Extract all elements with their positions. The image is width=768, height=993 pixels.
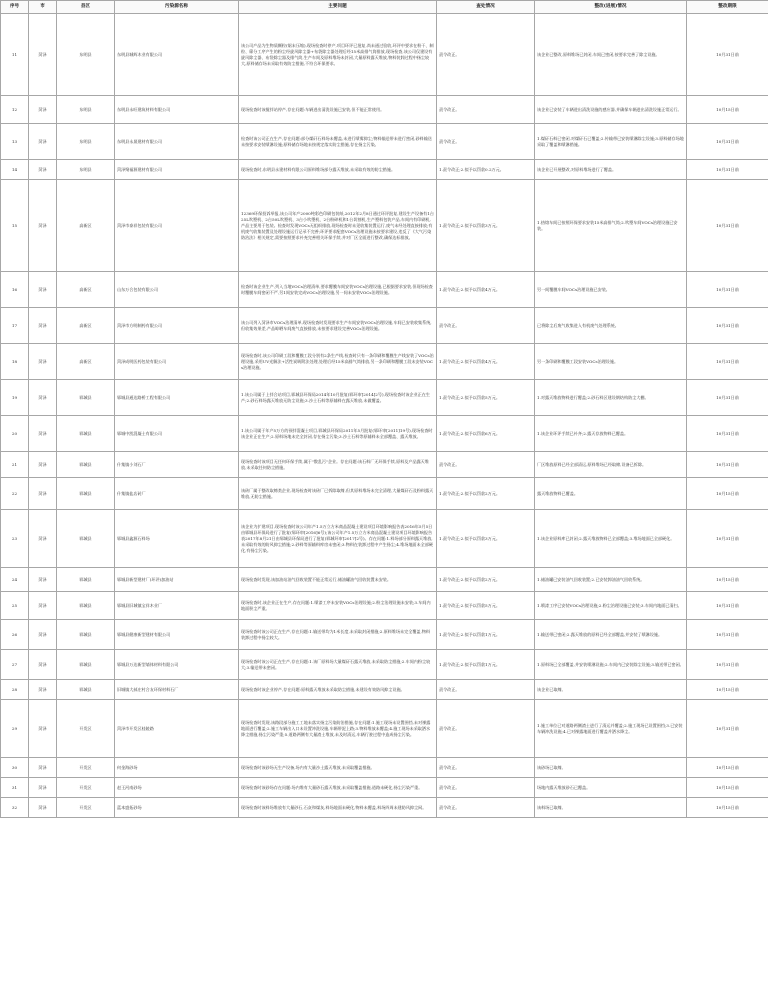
row-penalty: 责令改正。 xyxy=(437,14,535,96)
row-number: 17 xyxy=(1,308,29,344)
row-city: 菏泽 xyxy=(29,344,57,380)
row-number: 29 xyxy=(1,700,29,758)
header-county: 县区 xyxy=(57,1,115,14)
row-penalty: 责令改正。 xyxy=(437,758,535,778)
row-source-name: 什集镇小刘石厂 xyxy=(115,452,239,478)
row-penalty: 1.责令改正;2.拟予以罚款3万元。 xyxy=(437,180,535,272)
table-row xyxy=(1,344,768,380)
row-penalty: 责令改正。 xyxy=(437,700,535,758)
row-deadline: 10月31日前 xyxy=(687,308,768,344)
row-main-problem: 现场检查时发现,该路段部分施工工地未落实扬尘污染防治措施,存在问题:1.施工现场未设置围挡,未对裸露地面进行覆盖;2.施工车辆出入口未设置冲洗设施,车辆带泥上路;3.物料堆放未覆盖;4.施工现场未采取洒水降尘措施,扬尘污染严重;5.道路两侧有大量渣土堆放,未及时清运,车辆行驶过程中造成扬尘污染。 xyxy=(239,700,437,758)
row-county: 高新区 xyxy=(57,272,115,308)
header-progress: 整改(进展)情况 xyxy=(535,1,687,14)
row-county: 郓城县 xyxy=(57,592,115,620)
row-county: 高新区 xyxy=(57,344,115,380)
row-county: 高新区 xyxy=(57,308,115,344)
row-main-problem: 现场检查时该搅拌站停产,存在问题:车辆进出清洗设施已安装,但不能正常使用。 xyxy=(239,96,437,124)
row-city: 菏泽 xyxy=(29,452,57,478)
row-deadline: 10月15日前 xyxy=(687,680,768,700)
row-progress: 该企业已开展整改,对原料堆场进行了覆盖。 xyxy=(535,160,687,180)
table-row xyxy=(1,798,768,818)
row-progress: 该企业已安装了车辆进出清洗设施的感应器,并确保车辆进出清洗设施正常运行。 xyxy=(535,96,687,124)
row-source-name: 郓城县万达新型墙体材料有限公司 xyxy=(115,650,239,680)
table-row xyxy=(1,478,768,510)
row-source-name: 郓城县通达路桥工程有限公司 xyxy=(115,380,239,416)
table-row xyxy=(1,620,768,650)
row-city: 菏泽 xyxy=(29,778,57,798)
row-deadline: 10月31日前 xyxy=(687,14,768,96)
row-number: 20 xyxy=(1,416,29,452)
row-county: 开发区 xyxy=(57,778,115,798)
row-county: 开发区 xyxy=(57,758,115,778)
row-penalty: 1.责令改正;2.拟予以罚款4万元。 xyxy=(437,344,535,380)
row-city: 菏泽 xyxy=(29,380,57,416)
header-deadline: 整改期限 xyxy=(687,1,768,14)
row-number: 13 xyxy=(1,124,29,160)
row-deadline: 10月15日前 xyxy=(687,778,768,798)
row-source-name: 什集镇盐店砖厂 xyxy=(115,478,239,510)
row-progress: 该料场已取缔。 xyxy=(535,798,687,818)
row-source-name: 菏泽成明医药包装有限公司 xyxy=(115,344,239,380)
row-source-name: 郓城县旧城镇宝祥木业厂 xyxy=(115,592,239,620)
row-main-problem: 检查时该公司正在生产,存在问题:部分煤矸石料场未覆盖,未进行喷雾抑尘;物料输送带未进行密闭,砂料输送未按要求安装喷淋设施;原料储存场地未按规定落实防尘措施,存在扬尘污染。 xyxy=(239,124,437,160)
row-number: 19 xyxy=(1,380,29,416)
row-penalty: 1.责令改正;2.拟予以罚款6万元。 xyxy=(437,416,535,452)
row-progress: 1.储油罐已安装油气回收装置;2.已安装卸油油气回收系统。 xyxy=(535,568,687,592)
row-number: 31 xyxy=(1,778,29,798)
row-number: 21 xyxy=(1,452,29,478)
row-county: 东明县 xyxy=(57,96,115,124)
table-row xyxy=(1,758,768,778)
row-main-problem: 现场检查时该公司正在生产,存在问题:1.该厂原料场大量煤矸石露天堆放,未采取防尘措施;2.车间内粉尘较大;3.输送带未密闭。 xyxy=(239,650,437,680)
row-number: 24 xyxy=(1,568,29,592)
row-county: 郓城县 xyxy=(57,380,115,416)
row-main-problem: 1.该公司属于年产5万方的预拌混凝土项目,郓城县环保局2011年5月批复(郓环审[2011]19号),现场检查时该企业正在生产;2.原料场地未完全封闭,存在扬尘污染;3.沙土石料等原辅料未全部覆盖、露天堆放。 xyxy=(239,416,437,452)
row-main-problem: 该企业为扩建项目,现场检查时该公司年产1.5万立方米商品混凝土建设项目环境影响报告表2016年5月5日由郓城县环保局进行了批复(郓环审[2016]6号);该公司年产1.5万立方米商品混凝土建设项目环境影响报告表2017年8月21日由郓城县环保局进行了批复(郓城环审[2017]2号)。存在问题:1.料场部分原料露天堆放,未采取有效的防风抑尘措施;2.砂料等原辅料库房未密闭;3.物料在装卸过程中产生扬尘;4.堆场地面未全部硬化,有扬尘污染。 xyxy=(239,510,437,568)
row-source-name: 菏泽聚福源建材有限公司 xyxy=(115,160,239,180)
row-source-name: 菏泽市方明制药有限公司 xyxy=(115,308,239,344)
row-source-name: 菏泽市泰祥包装有限公司 xyxy=(115,180,239,272)
row-deadline: 10月31日前 xyxy=(687,620,768,650)
row-county: 郓城县 xyxy=(57,452,115,478)
header-penalty: 查处情况 xyxy=(437,1,535,14)
row-source-name: 郓城中凯混凝土有限公司 xyxy=(115,416,239,452)
row-deadline: 10月31日前 xyxy=(687,380,768,416)
row-county: 郓城县 xyxy=(57,568,115,592)
row-county: 郓城县 xyxy=(57,510,115,568)
row-main-problem: 检查时该企业生产,列入当地VOCs治理清单,要求覆膜车间安装VOCs治理设施,已根据要求安装,但现场检查时覆膜车间密闭不严,另1间安装完成VOCs治理设施,另一间未安装VOCs治理设施。 xyxy=(239,272,437,308)
row-penalty: 责令改正。 xyxy=(437,308,535,344)
row-progress: 1.煤矸石料已密闭,对煤矸石已覆盖;2.传输带已安装喷淋除尘设施;3.原料储存场地采取了覆盖和喷淋措施。 xyxy=(535,124,687,160)
table-body xyxy=(1,14,768,818)
row-penalty: 1.责令改正;2.拟予以罚款4万元。 xyxy=(437,272,535,308)
row-source-name: 旧城镇大郝庄村合友环保材料石厂 xyxy=(115,680,239,700)
row-county: 郓城县 xyxy=(57,416,115,452)
table-row xyxy=(1,124,768,160)
table-row xyxy=(1,272,768,308)
header-pollution-source: 污染源名称 xyxy=(115,1,239,14)
row-county: 东明县 xyxy=(57,124,115,160)
row-penalty: 1.责令改正;2.拟予以罚款1万元。 xyxy=(437,650,535,680)
row-penalty: 责令改正。 xyxy=(437,680,535,700)
header-city: 市 xyxy=(29,1,57,14)
row-city: 菏泽 xyxy=(29,700,57,758)
row-main-problem: 现场检查时,东明县永建材料有限公司原料堆场部分露天堆放,未采取有效的防尘措施。 xyxy=(239,160,437,180)
row-progress: 另一间覆膜车间VOCs治理设施已安装。 xyxy=(535,272,687,308)
row-source-name: 菏泽市开发区桂陵路 xyxy=(115,700,239,758)
table-row xyxy=(1,568,768,592)
row-city: 菏泽 xyxy=(29,96,57,124)
row-city: 菏泽 xyxy=(29,798,57,818)
row-penalty: 1.责令改正;2.拟予以罚款0.2万元。 xyxy=(437,160,535,180)
row-county: 东明县 xyxy=(57,14,115,96)
header-main-problem: 主要问题 xyxy=(239,1,437,14)
row-main-problem: 现场检查时,该公司印刷工段和覆膜工段分别有2条生产线,检查时只有一条印刷和覆膜生产线安装了VOCs治理设施,采用UV光解法+活性炭吸附法处理,处理后经15米高排气筒排放,另一条印刷和覆膜工段未安装VOCs治理设施。 xyxy=(239,344,437,380)
row-county: 郓城县 xyxy=(57,650,115,680)
row-city: 菏泽 xyxy=(29,160,57,180)
row-deadline: 10月15日前 xyxy=(687,798,768,818)
row-progress: 露天堆放物料已覆盖。 xyxy=(535,478,687,510)
row-deadline: 10月31日前 xyxy=(687,272,768,308)
row-source-name: 东明县永晟建材有限公司 xyxy=(115,124,239,160)
row-county: 开发区 xyxy=(57,798,115,818)
row-deadline: 10月31日前 xyxy=(687,160,768,180)
row-number: 26 xyxy=(1,620,29,650)
table-row xyxy=(1,380,768,416)
row-main-problem: 该公司产品为生物质颗粒(锯末压缩),现场检查时停产,项目环评已批复,尚未通过验收,环评中要求在粉干、制粒、筛分工序产生的粉尘经旋风除尘器+布袋除尘器处理后经15米高排气筒排放,现场检查,该公司仅建设有旋风除尘器、布袋除尘器及排气筒,生产车间及原料堆场未封闭,大量原料露天堆放,物料装卸过程中扬尘较大,原料储存场未采取有效防尘措施,不符合环保要求。 xyxy=(239,14,437,96)
row-number: 12 xyxy=(1,96,29,124)
row-progress: 已将除尘后废气收集进入有机废气处理系统。 xyxy=(535,308,687,344)
row-number: 14 xyxy=(1,160,29,180)
row-county: 郓城县 xyxy=(57,620,115,650)
row-city: 菏泽 xyxy=(29,272,57,308)
table-row xyxy=(1,778,768,798)
row-city: 菏泽 xyxy=(29,478,57,510)
row-deadline: 10月31日前 xyxy=(687,592,768,620)
row-main-problem: 1.该公司属于上拌合站项目,郓城县环保局2014年10月批复(郓环审[2014]2号),现场检查时该企业正在生产;2.砂石料场露天堆放无防尘设施;3.沙土石料等原辅料在露天堆放,未做覆盖。 xyxy=(239,380,437,416)
row-number: 28 xyxy=(1,680,29,700)
row-deadline: 10月31日前 xyxy=(687,510,768,568)
row-city: 菏泽 xyxy=(29,650,57,680)
row-main-problem: 现场检查时,该企业正在生产,存在问题:1.喷漆工序未安装VOCs治理设施;2.粉尘治理设施未安装;3.车间内地面积尘严重。 xyxy=(239,592,437,620)
row-city: 菏泽 xyxy=(29,510,57,568)
row-deadline: 10月15日前 xyxy=(687,568,768,592)
table-row xyxy=(1,592,768,620)
table-row xyxy=(1,96,768,124)
row-city: 菏泽 xyxy=(29,592,57,620)
table-row xyxy=(1,14,768,96)
row-source-name: 蓝本盛拓砂场 xyxy=(115,798,239,818)
row-penalty: 1.责令改正;2.拟予以罚款3万元。 xyxy=(437,510,535,568)
row-county: 郓城县 xyxy=(57,478,115,510)
row-main-problem: 现场检查时该公司正在生产,存在问题:1.输送带均为1米长度,未采取封闭措施;2.原料堆场未完全覆盖,物料装卸过程中扬尘较大。 xyxy=(239,620,437,650)
row-city: 菏泽 xyxy=(29,124,57,160)
row-city: 菏泽 xyxy=(29,416,57,452)
row-main-problem: 现场检查时该砂场无生产设备,场内有大量沙土露天堆放,未采取覆盖措施。 xyxy=(239,758,437,778)
row-county: 开发区 xyxy=(57,700,115,758)
row-city: 菏泽 xyxy=(29,180,57,272)
row-main-problem: 现场检查时该项目无任何环保手续,属于"散乱污"企业。存在问题:该石料厂无环保手续,原料及产品露天堆放,未采取任何防尘措施。 xyxy=(239,452,437,478)
row-city: 菏泽 xyxy=(29,758,57,778)
row-deadline: 10月15日前 xyxy=(687,478,768,510)
row-main-problem: 现场检查时该料场堆放有大量砂石,石灰和煤灰,料场地面未硬化,物料未覆盖,料场四周未建防风抑尘网。 xyxy=(239,798,437,818)
table-row xyxy=(1,680,768,700)
row-penalty: 责令改正。 xyxy=(437,452,535,478)
row-progress: 1.喷漆工序已安装VOCs治理设施;2.粉尘治理设施已安装;3.车间内地面已清扫。 xyxy=(535,592,687,620)
row-progress: 1.该企业环评手续已补齐;2.露天存放物料已覆盖。 xyxy=(535,416,687,452)
row-penalty: 1.责令改正;2.拟予以罚款5万元。 xyxy=(437,592,535,620)
table-header-row xyxy=(1,1,768,14)
header-no: 序号 xyxy=(1,1,29,14)
row-deadline: 10月31日前 xyxy=(687,180,768,272)
table-row xyxy=(1,416,768,452)
row-progress: 该砂场已取缔。 xyxy=(535,758,687,778)
row-penalty: 责令改正。 xyxy=(437,798,535,818)
table-row xyxy=(1,180,768,272)
table-row xyxy=(1,510,768,568)
row-deadline: 10月31日前 xyxy=(687,650,768,680)
row-progress: 1.热熔车间已按照环保要求安装15米高排气筒;2.吹塑车间VOCs治理设施已安装。 xyxy=(535,180,687,272)
row-number: 11 xyxy=(1,14,29,96)
table-row xyxy=(1,700,768,758)
row-progress: 1.输送带已密闭;2.露天堆放的原料已经全部覆盖,并安装了喷淋设施。 xyxy=(535,620,687,650)
row-county: 郓城县 xyxy=(57,680,115,700)
row-progress: 厂区堆放原料已经全部清运,原料堆场已经取缔,设备已拆除。 xyxy=(535,452,687,478)
row-number: 16 xyxy=(1,272,29,308)
row-main-problem: 现场检查时该砂场存在问题:场内堆有大量砂石露天堆放,未采取覆盖措施,道路未硬化,扬尘污染严重。 xyxy=(239,778,437,798)
row-penalty: 1.责令改正;2.拟予以罚款1万元。 xyxy=(437,620,535,650)
table-row xyxy=(1,308,768,344)
row-main-problem: 现场检查时发现,该加油站油气回收装置不能正常运行,储油罐油气回收装置未安装。 xyxy=(239,568,437,592)
row-deadline: 10月31日前 xyxy=(687,124,768,160)
row-progress: 1.该企业原料库已封闭;2.露天堆放物料已全部覆盖;3.堆场地面已全部硬化。 xyxy=(535,510,687,568)
row-number: 18 xyxy=(1,344,29,380)
table-row xyxy=(1,650,768,680)
row-city: 菏泽 xyxy=(29,568,57,592)
row-city: 菏泽 xyxy=(29,680,57,700)
row-deadline: 10月15日前 xyxy=(687,758,768,778)
row-deadline: 10月15日前 xyxy=(687,96,768,124)
row-deadline: 10月31日前 xyxy=(687,416,768,452)
row-city: 菏泽 xyxy=(29,308,57,344)
row-progress: 该企业已整改,原料堆场已封闭,车间已密闭,按要求完善了除尘设施。 xyxy=(535,14,687,96)
row-deadline: 10月31日前 xyxy=(687,700,768,758)
table-row xyxy=(1,160,768,180)
row-deadline: 10月31日前 xyxy=(687,344,768,380)
row-source-name: 郓城县鑫源石料场 xyxy=(115,510,239,568)
row-progress: 1.原料场已全部覆盖,并安装喷淋设施;2.车间内已安装除尘设施;3.输送带已密闭。 xyxy=(535,650,687,680)
row-number: 15 xyxy=(1,180,29,272)
row-progress: 1.施工单位已对道路两侧渣土进行了清运并覆盖;2.施工现场已设置围挡;3.已安装车辆冲洗设施;4.已对裸露地面进行覆盖并洒水降尘。 xyxy=(535,700,687,758)
row-number: 22 xyxy=(1,478,29,510)
row-source-name: 郓城县新型建材厂(环评)加油站 xyxy=(115,568,239,592)
row-penalty: 1.责令改正;2.拟予以罚款2万元。 xyxy=(437,568,535,592)
row-penalty: 责令改正。 xyxy=(437,96,535,124)
row-county: 东明县 xyxy=(57,160,115,180)
row-penalty: 1.责令改正;2.拟予以罚款5万元。 xyxy=(437,380,535,416)
row-penalty: 责令改正。 xyxy=(437,778,535,798)
row-source-name: 山东万合包装有限公司 xyxy=(115,272,239,308)
row-progress: 场地内露天堆放砂石已覆盖。 xyxy=(535,778,687,798)
row-city: 菏泽 xyxy=(29,14,57,96)
row-number: 32 xyxy=(1,798,29,818)
row-main-problem: 现场检查时该企业停产,存在问题:原料露天堆放未采取防尘措施,未建设有效防风抑尘设施。 xyxy=(239,680,437,700)
row-source-name: 赵王河南砂场 xyxy=(115,778,239,798)
table-row xyxy=(1,452,768,478)
row-source-name: 郓城县健康新型建材有限公司 xyxy=(115,620,239,650)
row-progress: 另一条印刷和覆膜工段安装VOCs治理设施。 xyxy=(535,344,687,380)
row-main-problem: 该砖厂属于整改取缔类企业,现场检查时该砖厂已拆除取缔,但其原料堆场未完全清理,大量煤矸石及粉料露天堆放,无防尘措施。 xyxy=(239,478,437,510)
row-county: 高新区 xyxy=(57,180,115,272)
row-penalty: 1.责令改正;2.拟予以罚款2万元。 xyxy=(437,478,535,510)
row-deadline: 10月31日前 xyxy=(687,452,768,478)
row-source-name: 东明县城辉木业有限公司 xyxy=(115,14,239,96)
row-penalty: 责令改正。 xyxy=(437,124,535,160)
row-number: 30 xyxy=(1,758,29,778)
row-progress: 1.对露天堆放物料进行覆盖;2.砂石料区建设钢结构防尘大棚。 xyxy=(535,380,687,416)
row-number: 27 xyxy=(1,650,29,680)
row-main-problem: 该公司列入菏泽市VOCs治理清单,现场检查时发现要求生产车间安装VOCs治理设施,车间已安装收集系统,但收集效果差,产品晾晒车间废气直接排放,未按要求建设完善VOCs治理设施。 xyxy=(239,308,437,344)
row-number: 25 xyxy=(1,592,29,620)
row-city: 菏泽 xyxy=(29,620,57,650)
row-source-name: 东明县永旺建筑材料有限公司 xyxy=(115,96,239,124)
row-number: 23 xyxy=(1,510,29,568)
row-source-name: 何金海砂场 xyxy=(115,758,239,778)
row-main-problem: 12369环保投诉举报,该公司年产2000吨彩色印刷包装纸,2012年2月8日通过环评批复,建设生产设备有1台25L吹塑机、2台50L吹塑机、3台小吹塑机、2台粉碎机和1台切割机,生产塑料包装产品,车间内有印刷机,产品主要用于包装。检查时发现VOCs无组织排放,现场检查时未见收集装置运行,废气未经处理直接排放;有机废气收集装置及处理设施运行记录不完善;环评要求配套VOCs治理设施未按要求建设,违反了《大气污染防治法》相关规定,需要按照要求补充完善相关环保手续,并对厂区全面进行整改,确保达标排放。 xyxy=(239,180,437,272)
row-progress: 该企业已取缔。 xyxy=(535,680,687,700)
